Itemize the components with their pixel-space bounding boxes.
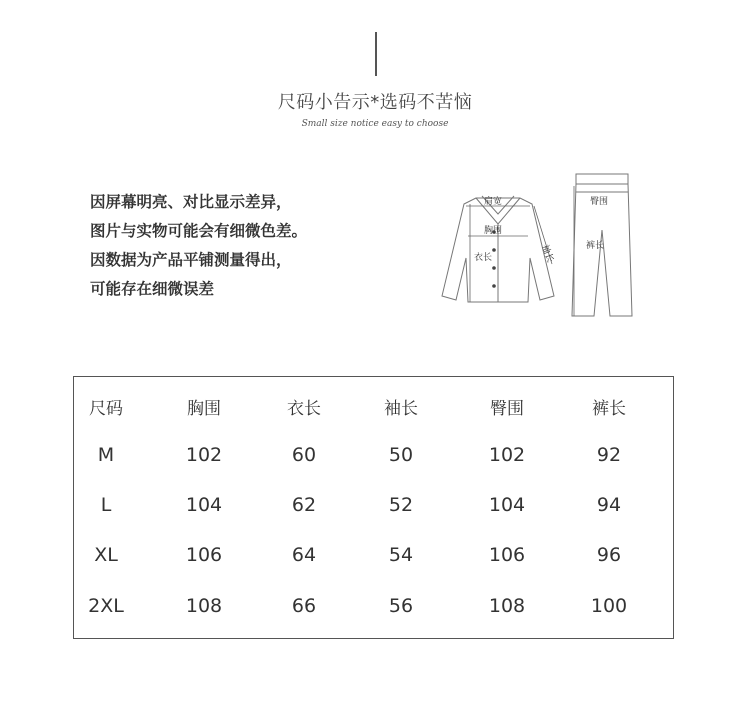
pants-cell: 100 — [590, 595, 628, 617]
length-cell: 66 — [291, 595, 317, 617]
table-header-row — [74, 394, 673, 424]
size-table — [73, 376, 674, 639]
shirt-buttons — [492, 230, 496, 288]
chest-cell: 106 — [185, 544, 223, 566]
size-cell: L — [100, 494, 112, 516]
hip-cell: 104 — [488, 494, 526, 516]
chest-cell: 104 — [185, 494, 223, 516]
header-size: 尺码 — [89, 399, 123, 419]
pants-cell: 96 — [596, 544, 622, 566]
notice-text — [90, 188, 307, 304]
notice-line: 可能存在细微误差 — [90, 280, 215, 298]
hip-cell: 108 — [488, 595, 526, 617]
pants-cell: 94 — [596, 494, 622, 516]
header-chest: 胸围 — [187, 399, 221, 419]
chest-cell: 108 — [185, 595, 223, 617]
sleeve-label: 袖长 — [539, 243, 555, 264]
notice-line: 图片与实物可能会有细微色差。 — [90, 222, 308, 240]
hip-cell: 102 — [488, 444, 526, 466]
header-hip: 臀围 — [490, 399, 524, 419]
length-cell: 60 — [291, 444, 317, 466]
size-cell: XL — [94, 544, 118, 566]
length-label-1: 衣长 — [474, 253, 493, 263]
pants-label: 裤长 — [586, 241, 605, 251]
length-cell: 64 — [291, 544, 317, 566]
sleeve-cell: 56 — [388, 595, 414, 617]
hip-label: 臀围 — [590, 197, 609, 207]
sleeve-cell: 52 — [388, 494, 414, 516]
pants-cell: 92 — [596, 444, 622, 466]
hip-cell: 106 — [488, 544, 526, 566]
notice-line: 因屏幕明亮、对比显示差异， — [90, 193, 292, 211]
sleeve-cell: 54 — [388, 544, 414, 566]
table-row — [74, 591, 673, 621]
table-row — [74, 540, 673, 570]
shirt-illustration — [442, 196, 554, 302]
notice-line: 因数据为产品平铺测量得出， — [90, 251, 292, 269]
header-sleeve: 袖长 — [384, 399, 418, 419]
shoulder-label: 肩宽 — [484, 197, 503, 207]
page-title: 尺码小告示*选码不苦恼 — [277, 92, 473, 113]
page-subtitle: Small size notice easy to choose — [301, 119, 449, 129]
measurement-diagram — [436, 168, 638, 320]
size-cell: 2XL — [88, 595, 124, 617]
header-length: 衣长 — [287, 399, 321, 419]
top-divider-line — [375, 32, 377, 76]
table-row — [74, 440, 673, 470]
header-pants: 裤长 — [592, 399, 626, 419]
size-cell: M — [97, 444, 115, 466]
sleeve-cell: 50 — [388, 444, 414, 466]
length-cell: 62 — [291, 494, 317, 516]
chest-label: 胸围 — [484, 226, 503, 236]
table-row — [74, 490, 673, 520]
chest-cell: 102 — [185, 444, 223, 466]
